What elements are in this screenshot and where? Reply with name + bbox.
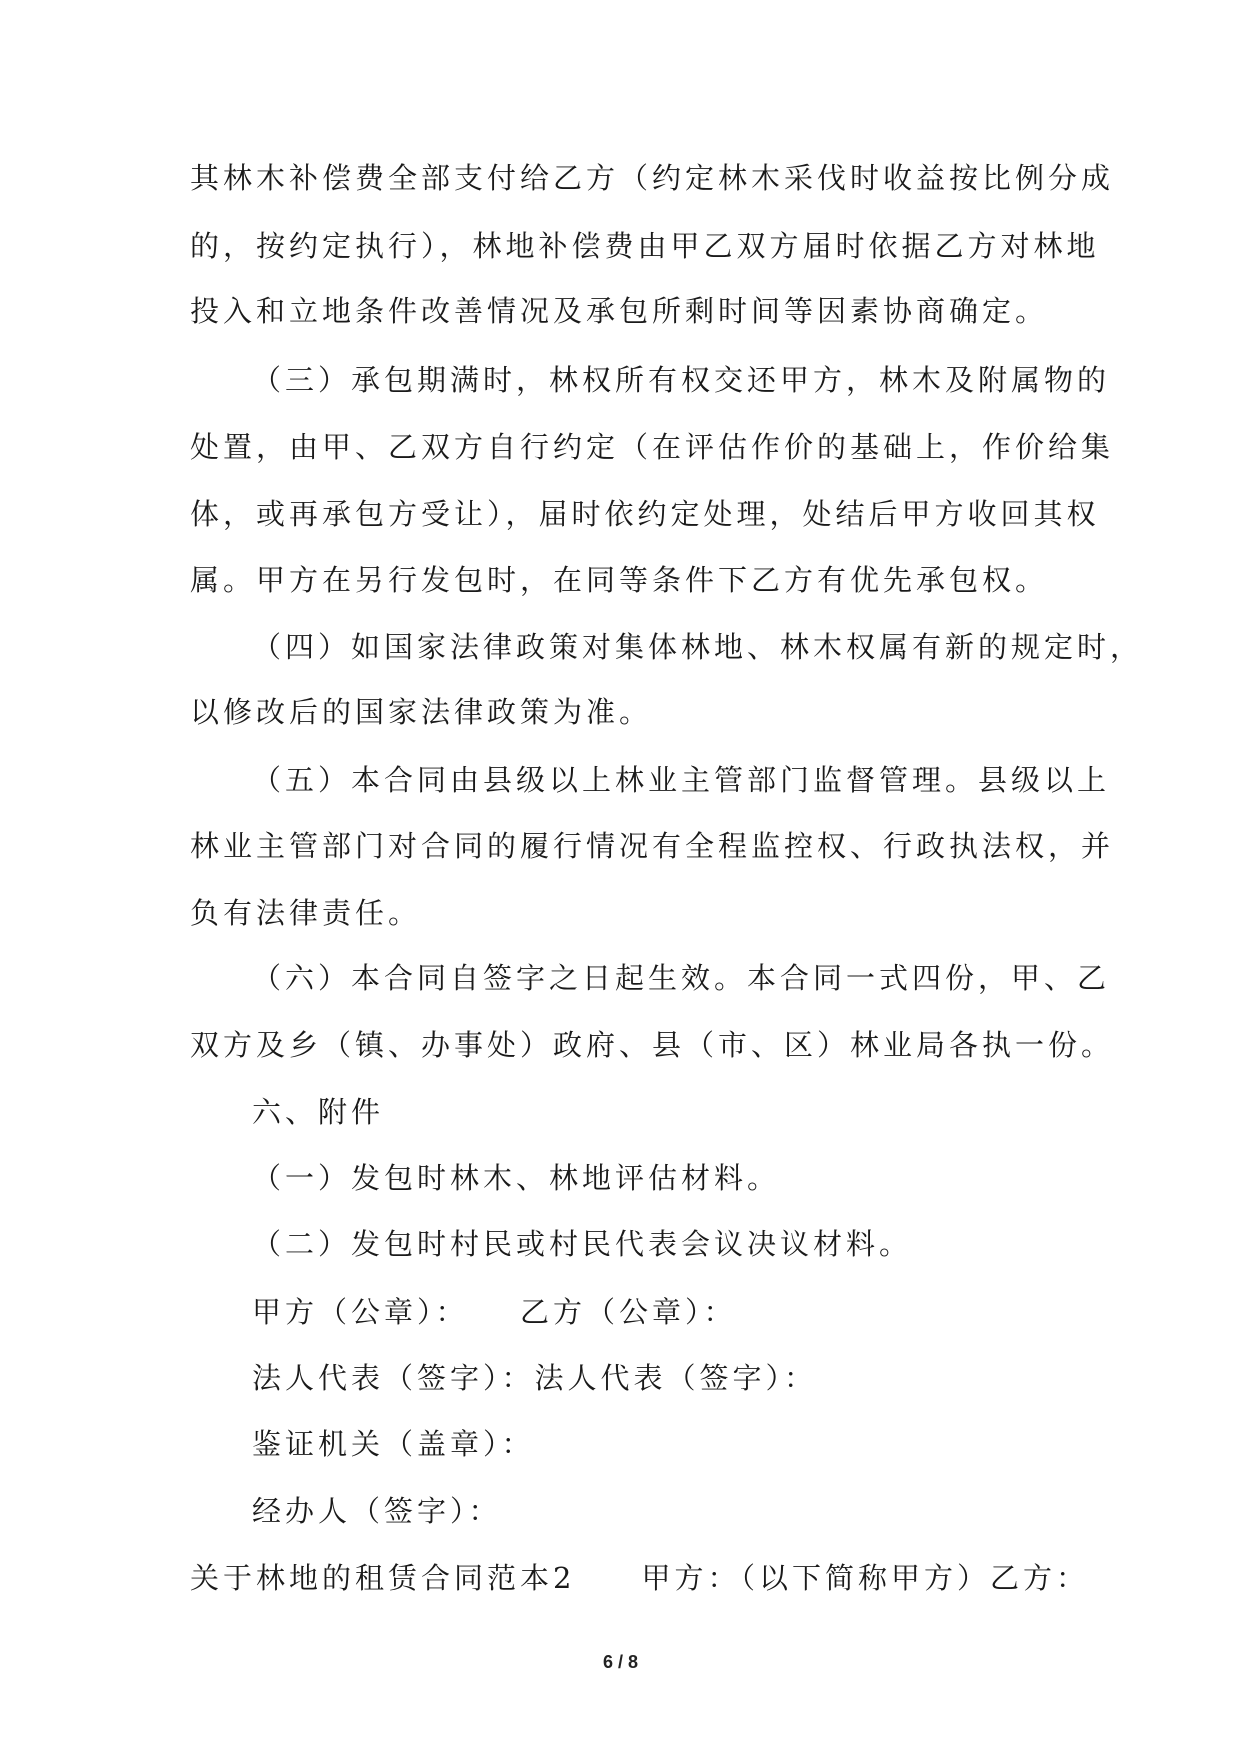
signature-line-seals: 甲方（公章）： 乙方（公章）： [252,1295,737,1329]
body-text-line: 投入和立地条件改善情况及承包所剩时间等因素协商确定。 [190,294,1049,328]
section-heading-attachments: 六、附件 [252,1095,385,1129]
body-text-line: 以修改后的国家法律政策为准。 [190,695,653,729]
paragraph-clause-3: （三）承包期满时，林权所有权交还甲方，林木及附属物的 [252,363,1111,397]
body-text-line: 林业主管部门对合同的履行情况有全程监控权、行政执法权，并 [190,829,1115,863]
signature-line-notary: 鉴证机关（盖章）： [252,1427,535,1461]
signature-line-handler: 经办人（签字）： [252,1494,502,1528]
paragraph-clause-4: （四）如国家法律政策对集体林地、林木权属有新的规定时， [252,630,1144,664]
body-text-line: 处置，由甲、乙双方自行约定（在评估作价的基础上，作价给集 [190,430,1115,464]
paragraph-clause-6: （六）本合同自签字之日起生效。本合同一式四份，甲、乙 [252,961,1111,995]
paragraph-clause-5: （五）本合同由县级以上林业主管部门监督管理。县级以上 [252,763,1111,797]
body-text-line: 其林木补偿费全部支付给乙方（约定林木采伐时收益按比例分成 [190,161,1115,195]
body-text-line: 双方及乡（镇、办事处）政府、县（市、区）林业局各执一份。 [190,1028,1115,1062]
attachment-item: （一）发包时林木、林地评估材料。 [252,1161,781,1195]
body-text-line: 体，或再承包方受让），届时依约定处理，处结后甲方收回其权 [190,497,1100,531]
body-text-line: 的，按约定执行），林地补偿费由甲乙双方届时依据乙方对林地 [190,229,1100,263]
page-number: 6 / 8 [602,1652,639,1672]
signature-line-legal-rep: 法人代表（签字）：法人代表（签字）： [252,1361,818,1395]
attachment-item: （二）发包时村民或村民代表会议决议材料。 [252,1227,913,1261]
next-template-heading: 关于林地的租赁合同范本2 甲方：（以下简称甲方）乙方： [190,1561,1089,1595]
body-text-line: 负有法律责任。 [190,896,422,930]
body-text-line: 属。甲方在另行发包时，在同等条件下乙方有优先承包权。 [190,563,1049,597]
